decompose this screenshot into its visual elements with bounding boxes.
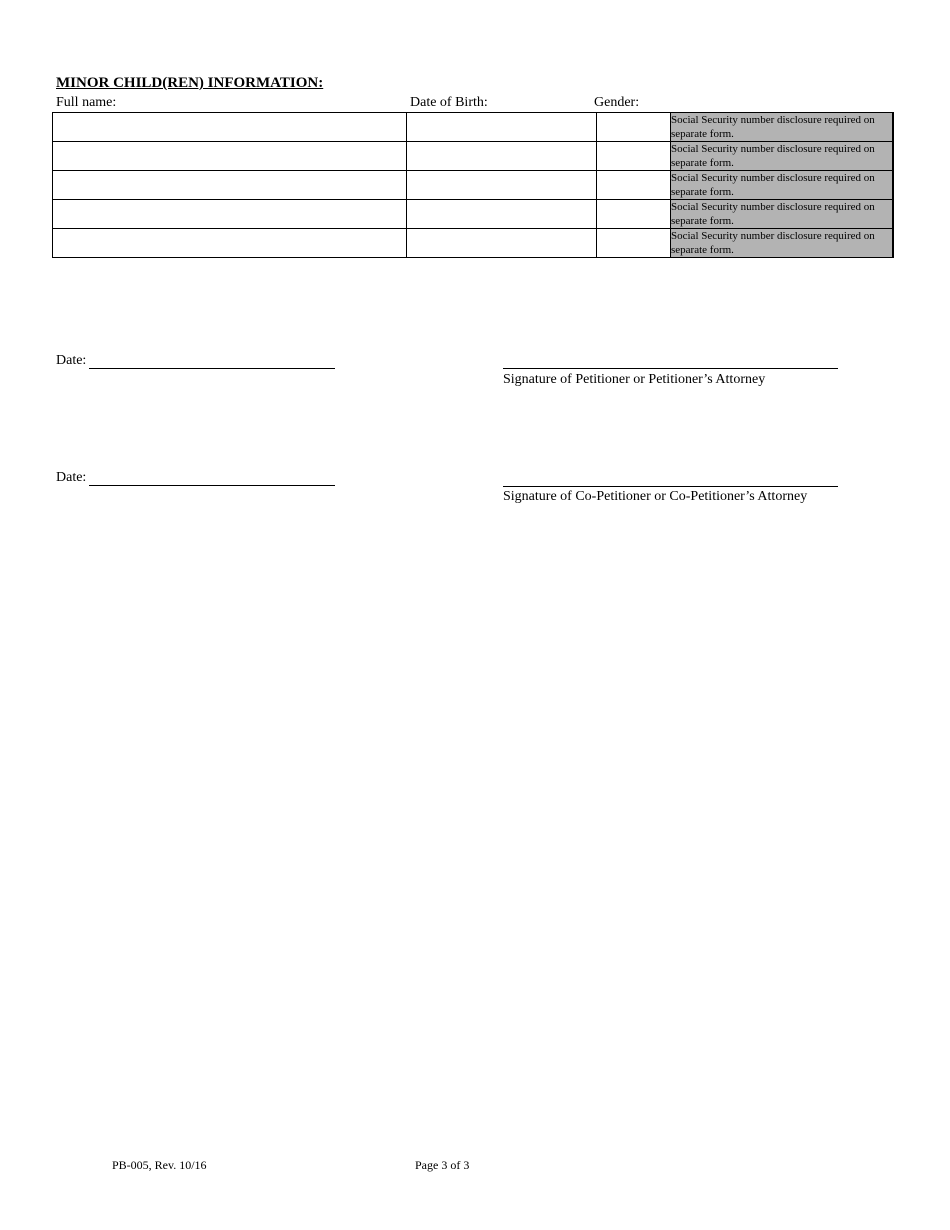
page-number: Page 3 of 3 [415, 1158, 470, 1172]
date-of-birth-field[interactable] [407, 229, 597, 258]
gender-field[interactable] [597, 113, 671, 142]
gender-field[interactable] [597, 229, 671, 258]
table-row [53, 142, 893, 171]
table-row [53, 113, 893, 142]
ssn-notice: Social Security number disclosure required on separate form. [671, 142, 893, 171]
co-petitioner-date-label: Date: [56, 470, 87, 485]
petitioner-date-line[interactable] [89, 368, 335, 369]
petitioner-signature-label: Signature of Petitioner or Petitioner’s Attorney [503, 372, 766, 387]
minor-children-table [52, 112, 894, 258]
table-row [53, 171, 893, 200]
co-petitioner-signature-label: Signature of Co-Petitioner or Co-Petitioner’s Attorney [503, 489, 808, 504]
full-name-field[interactable] [53, 113, 407, 142]
full-name-field[interactable] [53, 171, 407, 200]
co-petitioner-date-line[interactable] [89, 485, 335, 486]
ssn-notice: Social Security number disclosure required on separate form. [671, 200, 893, 229]
form-id: PB-005, Rev. 10/16 [112, 1158, 207, 1172]
gender-field[interactable] [597, 142, 671, 171]
petitioner-date-label: Date: [56, 353, 87, 368]
gender-header: Gender: [594, 95, 640, 110]
gender-field[interactable] [597, 200, 671, 229]
date-of-birth-field[interactable] [407, 113, 597, 142]
full-name-header: Full name: [56, 95, 117, 110]
ssn-notice: Social Security number disclosure required on separate form. [671, 171, 893, 200]
co-petitioner-signature-line[interactable] [503, 486, 838, 487]
ssn-notice: Social Security number disclosure required on separate form. [671, 113, 893, 142]
petitioner-signature-line[interactable] [503, 368, 838, 369]
ssn-notice: Social Security number disclosure required on separate form. [671, 229, 893, 258]
full-name-field[interactable] [53, 229, 407, 258]
table-row [53, 200, 893, 229]
date-of-birth-header: Date of Birth: [410, 95, 488, 110]
full-name-field[interactable] [53, 142, 407, 171]
full-name-field[interactable] [53, 200, 407, 229]
section-title: MINOR CHILD(REN) INFORMATION: [56, 75, 324, 91]
date-of-birth-field[interactable] [407, 200, 597, 229]
date-of-birth-field[interactable] [407, 171, 597, 200]
table-row [53, 229, 893, 258]
gender-field[interactable] [597, 171, 671, 200]
date-of-birth-field[interactable] [407, 142, 597, 171]
